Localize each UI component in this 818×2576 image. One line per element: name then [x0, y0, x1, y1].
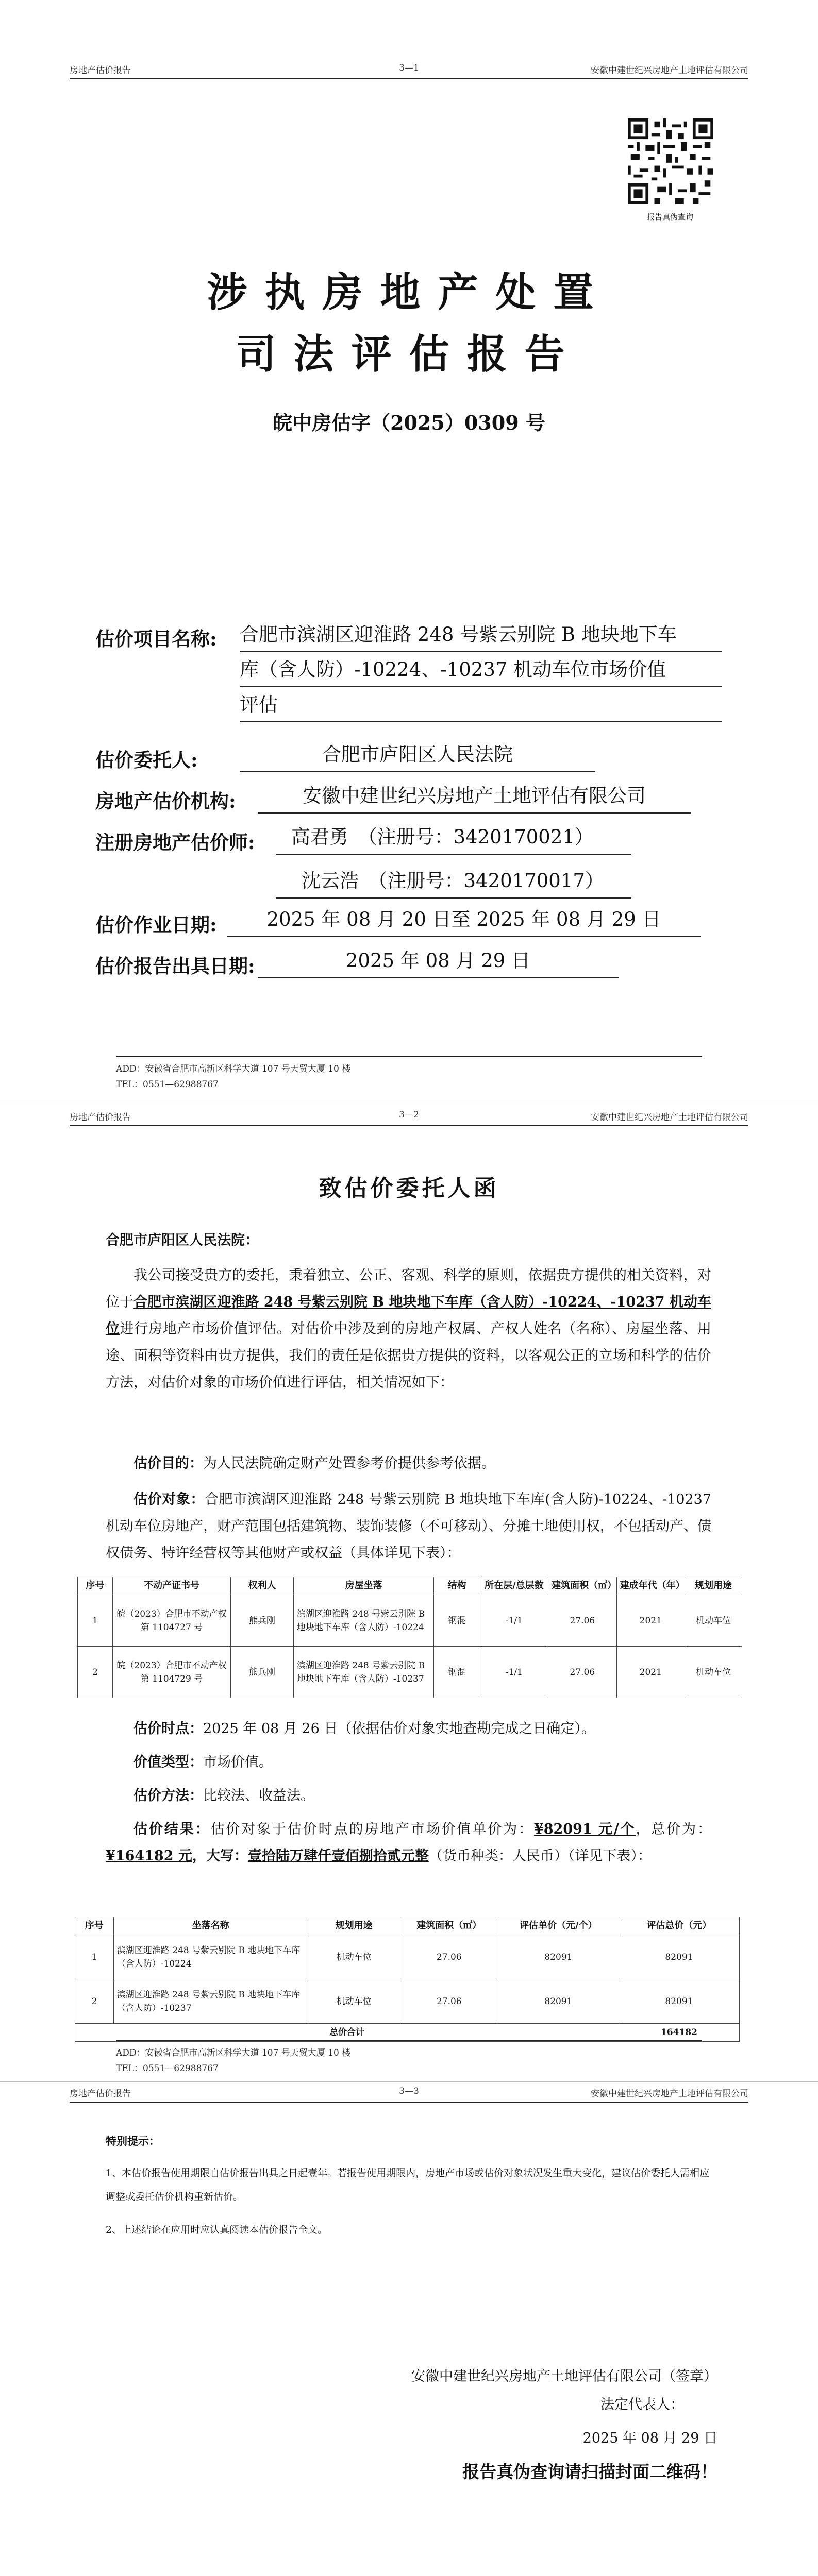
table-total-row [75, 2024, 740, 2042]
page-separator [0, 2081, 818, 2082]
col-header: 结构 [434, 1577, 480, 1595]
result-text-c: ，大写： [192, 1848, 248, 1864]
project-value-line1: 合肥市滨湖区迎淮路 248 号紫云别院 B 地块地下车 [240, 618, 722, 652]
cover-title-line1: 涉执房地产处置 [207, 269, 611, 316]
header-company: 安徽中建世纪兴房地产土地评估有限公司 [591, 1112, 748, 1123]
object-label: 估价对象： [133, 1492, 205, 1507]
appraiser-1: 高君勇 （注册号：3420170021） [276, 821, 631, 855]
table-cell: 27.06 [400, 1979, 498, 2024]
table-cell: 滨湖区迎淮路 248 号紫云别院 B 地块地下车库（含人防）-10237 [113, 1979, 308, 2024]
col-header: 规划用途 [685, 1577, 742, 1595]
table-cell: 滨湖区迎淮路 248 号紫云别院 B 地块地下车库（含人防）-10224 [113, 1935, 308, 1979]
col-header: 建成年代（年） [616, 1577, 685, 1595]
result-label: 估价结果： [133, 1821, 211, 1837]
table-header-row [78, 1577, 742, 1595]
page-footer [116, 1056, 702, 1092]
valuation-date-paragraph [106, 1716, 711, 1742]
purpose-label: 估价目的： [133, 1455, 203, 1471]
result-text-a: 估价对象于估价时点的房地产市场价值单价为： [210, 1821, 534, 1837]
footer-address: ADD：安徽省合肥市高新区科学大道 107 号天贸大厦 10 楼 [116, 1064, 351, 1074]
table-cell: 皖（2023）合肥市不动产权第 1104727 号 [112, 1595, 230, 1647]
result-paragraph [106, 1816, 711, 1870]
header-company: 安徽中建世纪兴房地产土地评估有限公司 [591, 2089, 748, 2099]
table-cell: 27.06 [400, 1935, 498, 1979]
col-header: 不动产证书号 [112, 1577, 230, 1595]
report-number: 皖中房估字（2025）0309 号 [273, 411, 545, 434]
total-price: ¥164182 元 [106, 1848, 192, 1864]
table-cell: 2 [75, 1979, 114, 2024]
total-label: 总价合计 [75, 2024, 619, 2042]
table-row [78, 1595, 742, 1647]
table-cell: 皖（2023）合肥市不动产权第 1104729 号 [112, 1647, 230, 1698]
qr-code-icon[interactable] [628, 118, 713, 204]
table-cell: 1 [75, 1935, 114, 1979]
page-number: 3—2 [399, 1110, 419, 1120]
table-cell: 2021 [616, 1647, 685, 1698]
qr-caption: 报告真伪查询 [646, 212, 693, 222]
issue-value: 2025 年 08 月 29 日 [258, 944, 619, 978]
col-header: 序号 [75, 1917, 114, 1935]
appraiser-2: 沈云浩 （注册号：3420170017） [276, 865, 631, 899]
table-row [78, 1647, 742, 1698]
method-text: 比较法、收益法。 [203, 1788, 314, 1804]
col-header: 序号 [78, 1577, 113, 1595]
table-cell: 机动车位 [308, 1979, 400, 2024]
page-header [70, 61, 748, 79]
footer-address: ADD：安徽省合肥市高新区科学大道 107 号天贸大厦 10 楼 [116, 2048, 351, 2058]
letter-intro [106, 1262, 711, 1396]
table-header-row [75, 1917, 740, 1935]
valuation-table [75, 1917, 740, 2042]
col-header: 建筑面积（㎡） [548, 1577, 616, 1595]
table-cell: 27.06 [548, 1647, 616, 1698]
table-cell: 熊兵刚 [231, 1647, 294, 1698]
table-cell: 熊兵刚 [231, 1595, 294, 1647]
footer-tel: TEL：0551—62988767 [116, 1079, 219, 1090]
result-text-d: （货币种类：人民币）（详见下表）： [428, 1848, 652, 1864]
col-header: 建筑面积（㎡） [400, 1917, 498, 1935]
table-cell: 钢混 [434, 1595, 480, 1647]
purpose-paragraph [106, 1450, 711, 1477]
property-table [77, 1577, 742, 1698]
col-header: 权利人 [231, 1577, 294, 1595]
issue-label: 估价报告出具日期: [95, 955, 255, 977]
client-label: 估价委托人: [95, 749, 198, 771]
agency-value: 安徽中建世纪兴房地产土地评估有限公司 [258, 779, 691, 814]
object-paragraph [106, 1486, 711, 1567]
tip-1: 1、本估价报告使用期限自估价报告出具之日起壹年。若报告使用期限内，房地产市场或估价对象状况发生重大变化，建议估价委托人需相应调整或委托估价机构重新估价。 [106, 2167, 710, 2202]
intro-rest: 进行房地产市场价值评估。对估价中涉及到的房地产权属、产权人姓名（名称）、房屋坐落、用途、面积等资料由贵方提供，我们的责任是依据贵方提供的资料，以客观公正的立场和科学的估价方法，对估价对象的市场价值进行评估，相关情况如下： [106, 1321, 711, 1391]
page-header [70, 1108, 748, 1126]
table-cell: 82091 [619, 1979, 739, 2024]
table-cell: 钢混 [434, 1647, 480, 1698]
method-paragraph [106, 1783, 711, 1809]
object-text: 合肥市滨湖区迎淮路 248 号紫云别院 B 地块地下车库(含人防)-10224、-10237 机动车位房地产，财产范围包括建筑物、装饰装修（不可移动）、分摊土地使用权，不包括动产、债权债务、特许经营权等其他财产或权益（具体详见下表）： [106, 1492, 711, 1561]
table-row [75, 1935, 740, 1979]
intro-object: 合肥市滨湖区迎淮路 248 号紫云别院 B 地块地下车库（含人防）-10224、-10237 机动车位 [106, 1294, 711, 1337]
col-header: 评估单价（元/个） [498, 1917, 619, 1935]
page-number: 3—3 [399, 2086, 419, 2096]
table-cell: 2021 [616, 1595, 685, 1647]
type-text: 市场价值。 [203, 1754, 273, 1770]
intro-text: 我公司接受贵方的委托，秉着独立、公正、客观、科学的原则，依据贵方提供的相关资料，对位于 [106, 1267, 711, 1310]
col-header: 评估总价（元） [619, 1917, 739, 1935]
total-upper: 壹拾陆万肆仟壹佰捌拾贰元整 [247, 1848, 429, 1864]
footer-tel: TEL：0551—62988767 [116, 2063, 219, 2074]
signature-date: 2025 年 08 月 29 日 [582, 2430, 717, 2446]
header-left: 房地产估价报告 [70, 2089, 131, 2099]
table-cell: 82091 [498, 1979, 619, 2024]
type-label: 价值类型： [133, 1754, 203, 1770]
table-cell: 机动车位 [685, 1595, 742, 1647]
workdate-value: 2025 年 08 月 20 日至 2025 年 08 月 29 日 [227, 903, 701, 937]
table-cell: 82091 [498, 1935, 619, 1979]
page-footer [116, 2040, 702, 2076]
table-cell: 滨湖区迎淮路 248 号紫云别院 B 地块地下车库（含人防）-10224 [293, 1595, 433, 1647]
table-cell: 1 [78, 1595, 113, 1647]
project-label: 估价项目名称: [95, 628, 217, 650]
col-header: 坐落名称 [113, 1917, 308, 1935]
date-text: 2025 年 08 月 26 日（依据估价对象实地查勘完成之日确定）。 [203, 1721, 595, 1737]
tip-2: 2、上述结论在应用时应认真阅读本估价报告全文。 [106, 2224, 328, 2235]
table-cell: 滨湖区迎淮路 248 号紫云别院 B 地块地下车库（含人防）-10237 [293, 1647, 433, 1698]
unit-price: ¥82091 元/个 [533, 1821, 636, 1837]
value-type-paragraph [106, 1749, 711, 1776]
signature-rep: 法定代表人： [600, 2397, 684, 2413]
cover-page [0, 0, 818, 1090]
table-cell: 机动车位 [685, 1647, 742, 1698]
result-text-b: ，总价为： [636, 1821, 712, 1837]
table-cell: 机动车位 [308, 1935, 400, 1979]
client-value: 合肥市庐阳区人民法院 [240, 738, 595, 772]
table-row [75, 1979, 740, 2024]
col-header: 规划用途 [308, 1917, 400, 1935]
purpose-text: 为人民法院确定财产处置参考价提供参考依据。 [203, 1455, 495, 1471]
tips-title: 特别提示： [106, 2134, 160, 2147]
total-value: 164182 [619, 2024, 739, 2042]
col-header: 房屋坐落 [293, 1577, 433, 1595]
table-cell: 27.06 [548, 1595, 616, 1647]
page-header [70, 2084, 748, 2103]
method-label: 估价方法： [133, 1788, 203, 1804]
agency-label: 房地产估价机构: [95, 790, 236, 812]
page-number: 3—1 [399, 63, 419, 73]
table-cell: 2 [78, 1647, 113, 1698]
signature-company: 安徽中建世纪兴房地产土地评估有限公司（签章） [411, 2368, 717, 2384]
table-cell: -1/1 [480, 1647, 548, 1698]
project-value-line2: 库（含人防）-10224、-10237 机动车位市场价值 [240, 653, 722, 687]
date-label: 估价时点： [133, 1721, 203, 1737]
table-cell: -1/1 [480, 1595, 548, 1647]
project-value-line3: 评估 [240, 688, 722, 722]
table-cell: 82091 [619, 1935, 739, 1979]
header-company: 安徽中建世纪兴房地产土地评估有限公司 [591, 65, 748, 76]
header-left: 房地产估价报告 [70, 65, 131, 76]
letter-addressee: 合肥市庐阳区人民法院： [106, 1232, 259, 1248]
workdate-label: 估价作业日期: [95, 913, 217, 936]
cover-title-line2: 司法评估报告 [236, 331, 582, 378]
letter-title: 致估价委托人函 [319, 1175, 499, 1201]
col-header: 所在层/总层数 [480, 1577, 548, 1595]
verify-notice: 报告真伪查询请扫描封面二维码！ [462, 2462, 717, 2482]
header-left: 房地产估价报告 [70, 1112, 131, 1123]
appraiser-label: 注册房地产估价师: [95, 831, 255, 854]
